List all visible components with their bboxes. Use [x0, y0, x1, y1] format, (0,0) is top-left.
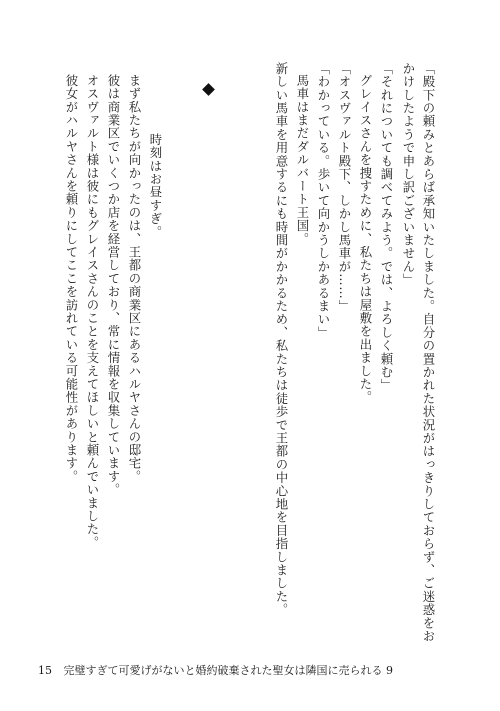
text-line-7: 馬車はまだダルバート王国。: [295, 74, 310, 246]
text-line-12: オスヴァルト様は彼にもグレイスさんのことを支えてほしいと頼んでいました。: [85, 74, 100, 550]
text-line-1: 「殿下の頼みとあらば承知いたしました。自分の置かれた状況がはっきりしておらず、ご迷惑をお: [421, 62, 436, 643]
book-title: 完璧すぎて可愛げがないと婚約破棄された聖女は隣国に売られる 9: [63, 664, 393, 677]
text-line-5: 「オスヴァルト殿下、しかし馬車が……」: [337, 62, 352, 313]
text-line-4: グレイスさんを捜すために、私たちは屋敷を出ました。: [358, 74, 373, 404]
text-line-11: 彼は商業区でいくつか店を経営しており、常に情報を収集しています。: [106, 74, 121, 497]
text-line-3: 「それについても調べてみよう。では、よろしく頼む」: [379, 62, 394, 392]
text-line-8: 新しい馬車を用意するにも時間がかかるため、私たちは徒歩で王都の中心地を目指しました。: [274, 62, 289, 617]
section-break-diamond: [202, 83, 215, 96]
text-line-9: 時刻はお昼すぎ。: [148, 133, 163, 239]
text-line-10: まず私たちが向かったのは、王都の商業区にあるハルヤさんの邸宅。: [127, 74, 142, 484]
page-footer: [38, 662, 393, 678]
text-line-2: かけしたようで申し訳ございません」: [401, 62, 416, 287]
page-number: 15: [38, 664, 52, 677]
text-line-13: 彼女がハルヤさんを頼りにしてここを訪れている可能性があります。: [64, 74, 79, 484]
text-line-6: 「わかっている。歩いて向かうしかあるまい」: [316, 62, 331, 340]
